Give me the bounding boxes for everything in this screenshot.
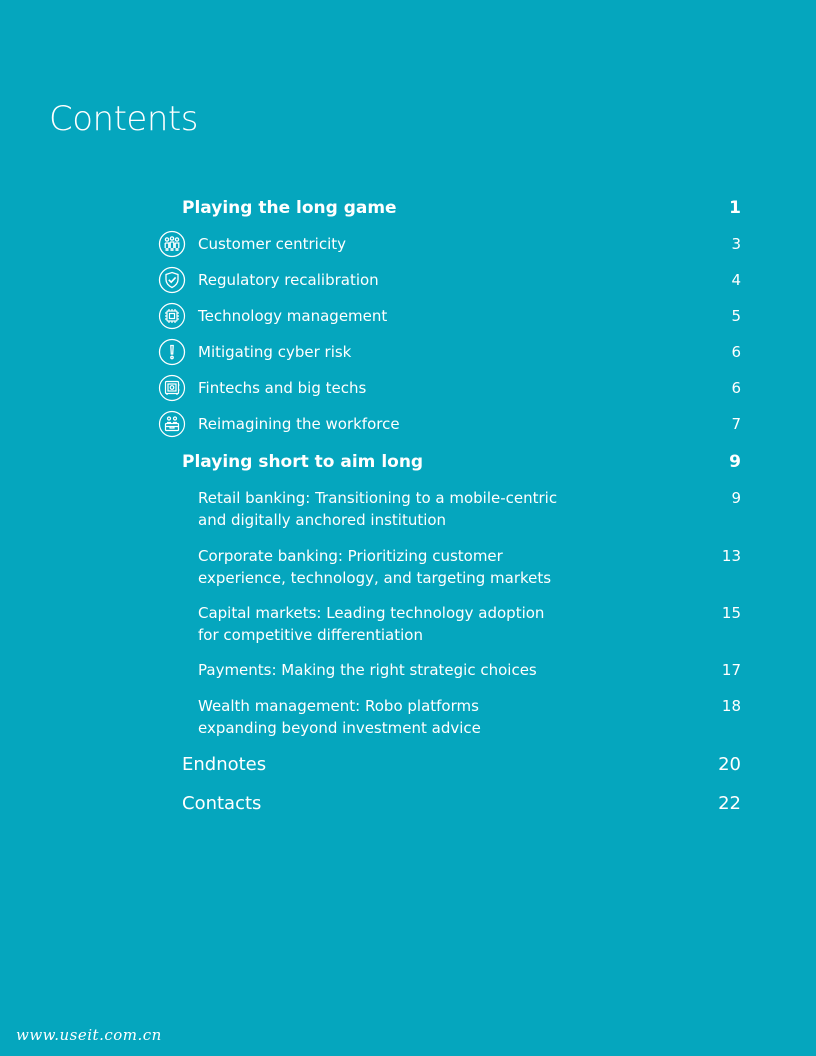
toc-item-label-line1: Wealth management: Robo platforms <box>198 697 479 715</box>
toc-item-label-line2: for competitive differentiation <box>198 626 423 644</box>
safe-icon <box>158 374 186 402</box>
toc-page-number: 22 <box>718 793 741 814</box>
toc-item-label-line2: experience, technology, and targeting markets <box>198 569 552 587</box>
toc-page-number: 20 <box>718 754 741 775</box>
toc-endnotes-label: Endnotes <box>182 754 267 775</box>
toc-item-label-line1: Capital markets: Leading technology adoption <box>198 604 545 622</box>
people-group-icon <box>158 230 186 258</box>
toc-item-label-line2: and digitally anchored institution <box>198 511 447 529</box>
toc-item-label-line1: Corporate banking: Prioritizing customer <box>198 547 503 565</box>
toc-section-label: Playing the long game <box>182 198 397 218</box>
toc-page-number: 1 <box>729 198 741 218</box>
toc-page-number: 13 <box>721 547 741 565</box>
toc-item-label: Technology management <box>198 307 388 325</box>
exclamation-icon <box>158 338 186 366</box>
toc-page-number: 9 <box>729 452 741 472</box>
toc-contacts-label: Contacts <box>182 793 262 814</box>
workforce-icon <box>158 410 186 438</box>
toc-section-label: Playing short to aim long <box>182 452 424 472</box>
toc-page-number: 18 <box>721 697 741 715</box>
toc-item-label: Regulatory recalibration <box>198 271 379 289</box>
toc-item-label-line1: Retail banking: Transitioning to a mobile-centric <box>198 489 558 507</box>
toc-item-label: Reimagining the workforce <box>198 415 400 433</box>
watermark: www.useit.com.cn <box>16 1026 162 1044</box>
toc-page-number: 6 <box>731 343 741 361</box>
toc-item-label-line2: expanding beyond investment advice <box>198 719 481 737</box>
toc-page-number: 15 <box>721 604 741 622</box>
toc-page-number: 4 <box>731 271 741 289</box>
toc-item-label: Fintechs and big techs <box>198 379 367 397</box>
chip-icon <box>158 302 186 330</box>
shield-check-icon <box>158 266 186 294</box>
toc-page-number: 17 <box>721 661 741 679</box>
page-title: Contents <box>49 99 198 139</box>
toc-page-number: 3 <box>731 235 741 253</box>
toc-item-label: Mitigating cyber risk <box>198 343 352 361</box>
toc-page-number: 9 <box>731 489 741 507</box>
toc-item-label: Customer centricity <box>198 235 347 253</box>
toc-page-number: 7 <box>731 415 741 433</box>
toc-page-number: 6 <box>731 379 741 397</box>
toc-page-number: 5 <box>731 307 741 325</box>
toc-item-label-line1: Payments: Making the right strategic choices <box>198 661 537 679</box>
